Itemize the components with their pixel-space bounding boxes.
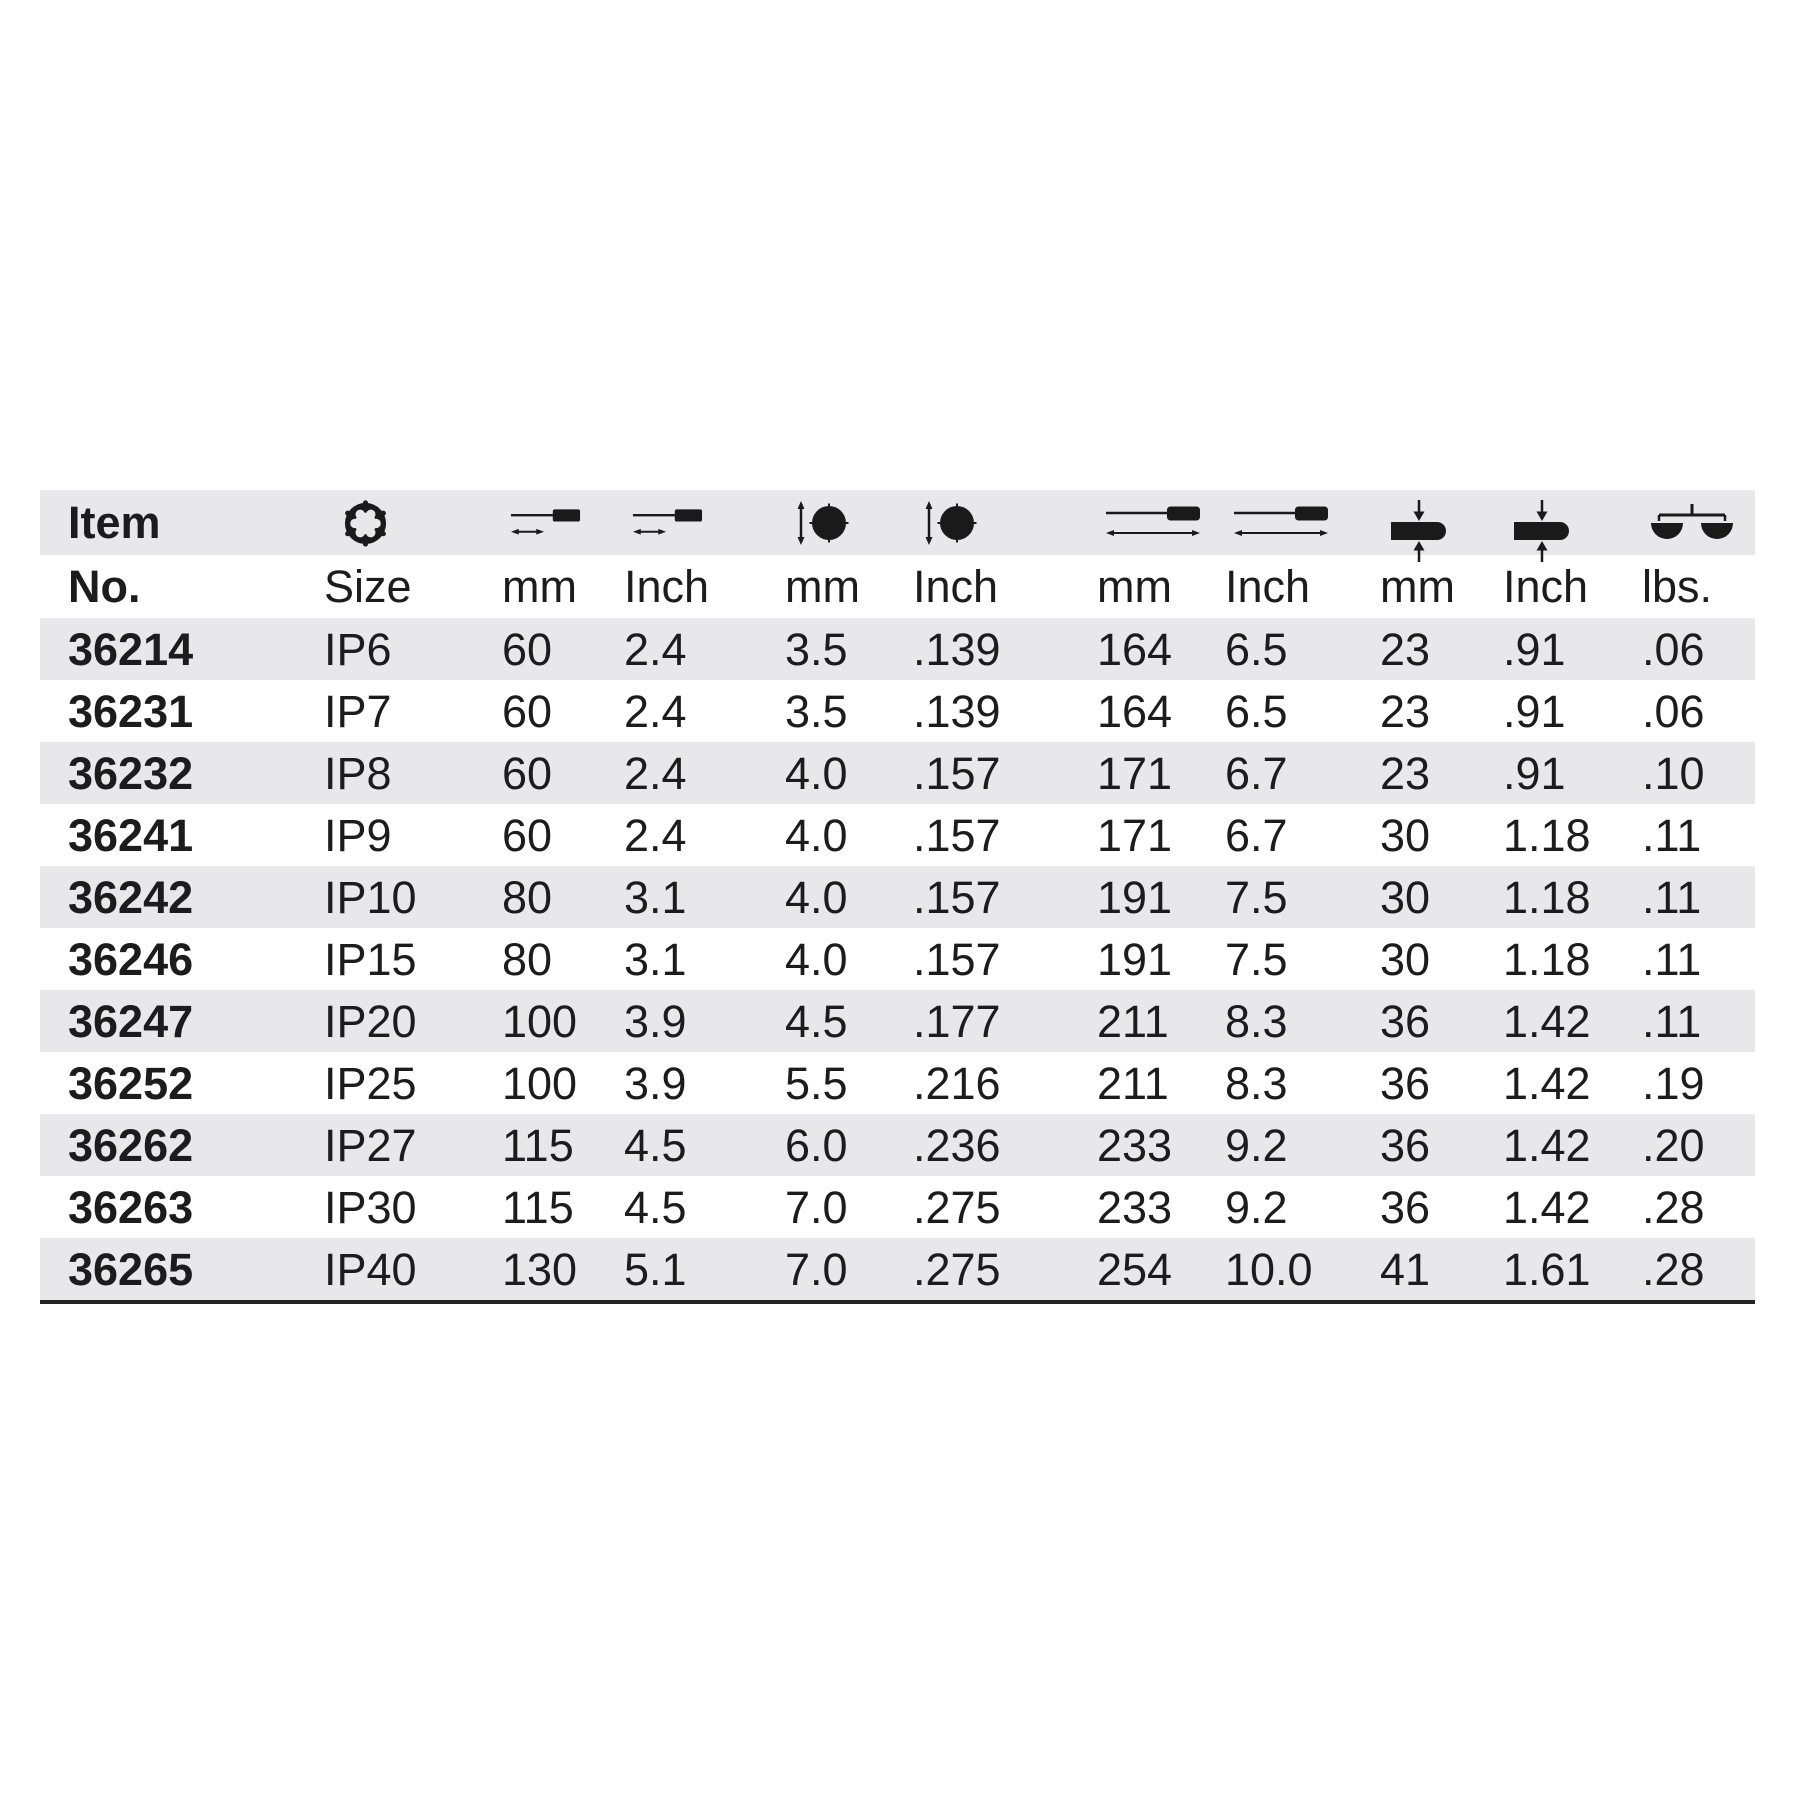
item-number-cell: 36247 [68, 995, 194, 1047]
value-cell: 1.42 [1503, 1057, 1591, 1109]
value-cell: 36 [1380, 1181, 1431, 1233]
value-cell: 7.5 [1225, 871, 1288, 923]
value-cell: .20 [1642, 1119, 1705, 1171]
value-cell: 115 [502, 1181, 574, 1233]
value-cell: 1.18 [1503, 871, 1591, 923]
value-cell: .11 [1642, 933, 1702, 985]
table-row [40, 618, 1755, 680]
item-number-cell: 36265 [68, 1243, 194, 1295]
column-header-no: No. [68, 561, 141, 612]
value-cell: 233 [1097, 1181, 1173, 1233]
value-cell: 9.2 [1225, 1119, 1288, 1171]
value-cell: 171 [1097, 747, 1173, 799]
value-cell: .10 [1642, 747, 1705, 799]
value-cell: 4.0 [785, 933, 848, 985]
value-cell: 115 [502, 1119, 574, 1171]
table-header-labels-row [40, 555, 1755, 618]
overall-length-inch-header-cell [1225, 505, 1380, 541]
table-row [40, 1114, 1755, 1176]
value-cell: .177 [913, 995, 1001, 1047]
value-cell: 6.5 [1225, 623, 1288, 675]
value-cell: 8.3 [1225, 1057, 1288, 1109]
value-cell: .91 [1503, 623, 1566, 675]
table-header-icons-row [40, 490, 1755, 555]
item-number-cell: 36232 [68, 747, 194, 799]
value-cell: 36 [1380, 995, 1431, 1047]
value-cell: 191 [1097, 933, 1173, 985]
value-cell: .139 [913, 623, 1001, 675]
value-cell: 4.0 [785, 747, 848, 799]
value-cell: 41 [1380, 1243, 1431, 1295]
value-cell: 30 [1380, 933, 1431, 985]
item-number-cell: 36262 [68, 1119, 194, 1171]
item-number-cell: 36214 [68, 623, 194, 675]
value-cell: IP20 [324, 995, 417, 1047]
column-header-inch-1: Inch [624, 561, 710, 612]
value-cell: IP25 [324, 1057, 417, 1109]
value-cell: 1.61 [1503, 1243, 1591, 1295]
value-cell: .91 [1503, 685, 1566, 737]
item-number-cell: 36252 [68, 1057, 194, 1109]
value-cell: 4.0 [785, 871, 848, 923]
overall-length-icon [1233, 505, 1329, 541]
value-cell: .157 [913, 871, 1001, 923]
column-header-mm-1: mm [502, 561, 577, 612]
handle-diameter-mm-header-cell [1380, 498, 1503, 548]
value-cell: 130 [502, 1243, 578, 1295]
value-cell: .275 [913, 1243, 1001, 1295]
torx-plus-icon [342, 496, 389, 549]
weight-header-cell [1642, 502, 1755, 544]
value-cell: 254 [1097, 1243, 1173, 1295]
value-cell: 5.5 [785, 1057, 848, 1109]
table-row [40, 680, 1755, 742]
column-header-size: Size [324, 561, 412, 612]
value-cell: 7.5 [1225, 933, 1288, 985]
value-cell: 2.4 [624, 685, 687, 737]
value-cell: .19 [1642, 1057, 1705, 1109]
item-header-label: Item [68, 497, 161, 548]
value-cell: .157 [913, 933, 1001, 985]
table-row [40, 990, 1755, 1052]
value-cell: IP7 [324, 685, 392, 737]
value-cell: 4.0 [785, 809, 848, 861]
value-cell: 23 [1380, 685, 1431, 737]
value-cell: 80 [502, 871, 553, 923]
value-cell: 36 [1380, 1119, 1431, 1171]
value-cell: IP6 [324, 623, 392, 675]
value-cell: 100 [502, 1057, 578, 1109]
value-cell: IP8 [324, 747, 392, 799]
value-cell: 164 [1097, 685, 1173, 737]
column-header-mm-4: mm [1380, 561, 1455, 612]
value-cell: 3.1 [624, 933, 687, 985]
value-cell: IP15 [324, 933, 417, 985]
value-cell: 1.42 [1503, 995, 1591, 1047]
handle-diameter-icon [1388, 498, 1450, 564]
value-cell: .28 [1642, 1243, 1705, 1295]
table-row [40, 1052, 1755, 1114]
value-cell: 100 [502, 995, 578, 1047]
value-cell: 6.7 [1225, 747, 1288, 799]
value-cell: 164 [1097, 623, 1173, 675]
value-cell: 211 [1097, 995, 1169, 1047]
value-cell: IP27 [324, 1119, 417, 1171]
item-number-cell: 36242 [68, 871, 194, 923]
column-header-mm-3: mm [1097, 561, 1172, 612]
column-header-inch-3: Inch [1225, 561, 1311, 612]
value-cell: 191 [1097, 871, 1173, 923]
value-cell: 2.4 [624, 809, 687, 861]
value-cell: 211 [1097, 1057, 1169, 1109]
blade-length-inch-header-cell [624, 506, 785, 540]
value-cell: 60 [502, 685, 553, 737]
spec-table [40, 490, 1755, 1304]
value-cell: 8.3 [1225, 995, 1288, 1047]
blade-diameter-icon [921, 500, 979, 546]
value-cell: .06 [1642, 623, 1705, 675]
blade-diameter-icon [793, 500, 851, 546]
value-cell: 30 [1380, 871, 1431, 923]
blade-length-mm-header-cell [502, 506, 624, 540]
blade-length-icon [632, 506, 704, 540]
value-cell: IP30 [324, 1181, 417, 1233]
value-cell: 10.0 [1225, 1243, 1313, 1295]
value-cell: .216 [913, 1057, 1001, 1109]
blade-diameter-mm-header-cell [785, 500, 913, 546]
value-cell: 9.2 [1225, 1181, 1288, 1233]
value-cell: 3.9 [624, 1057, 687, 1109]
column-header-lbs: lbs. [1642, 561, 1713, 612]
value-cell: .06 [1642, 685, 1705, 737]
value-cell: 7.0 [785, 1243, 848, 1295]
value-cell: .11 [1642, 809, 1702, 861]
column-header-inch-4: Inch [1503, 561, 1589, 612]
table-row [40, 1176, 1755, 1238]
value-cell: 60 [502, 809, 553, 861]
value-cell: 4.5 [624, 1119, 687, 1171]
value-cell: 4.5 [785, 995, 848, 1047]
value-cell: .236 [913, 1119, 1001, 1171]
value-cell: 233 [1097, 1119, 1173, 1171]
column-header-mm-2: mm [785, 561, 860, 612]
overall-length-mm-header-cell [1097, 505, 1225, 541]
value-cell: 60 [502, 747, 553, 799]
value-cell: 6.0 [785, 1119, 848, 1171]
value-cell: 3.5 [785, 685, 848, 737]
value-cell: 7.0 [785, 1181, 848, 1233]
value-cell: 30 [1380, 809, 1431, 861]
value-cell: 4.5 [624, 1181, 687, 1233]
table-body [40, 618, 1755, 1300]
table-row [40, 928, 1755, 990]
value-cell: 1.18 [1503, 933, 1591, 985]
value-cell: 171 [1097, 809, 1173, 861]
table-bottom-rule [40, 1300, 1755, 1304]
item-number-cell: 36231 [68, 685, 194, 737]
value-cell: 1.18 [1503, 809, 1591, 861]
value-cell: IP10 [324, 871, 417, 923]
value-cell: IP9 [324, 809, 392, 861]
weight-scale-icon [1650, 502, 1734, 544]
value-cell: .11 [1642, 871, 1702, 923]
value-cell: 2.4 [624, 623, 687, 675]
value-cell: .28 [1642, 1181, 1705, 1233]
value-cell: .157 [913, 747, 1001, 799]
handle-diameter-icon [1511, 498, 1573, 564]
value-cell: IP40 [324, 1243, 417, 1295]
value-cell: .11 [1642, 995, 1702, 1047]
value-cell: .157 [913, 809, 1001, 861]
value-cell: 80 [502, 933, 553, 985]
item-number-cell: 36246 [68, 933, 194, 985]
value-cell: 2.4 [624, 747, 687, 799]
value-cell: 36 [1380, 1057, 1431, 1109]
value-cell: 6.5 [1225, 685, 1288, 737]
value-cell: .275 [913, 1181, 1001, 1233]
blade-length-icon [510, 506, 582, 540]
value-cell: .139 [913, 685, 1001, 737]
value-cell: 60 [502, 623, 553, 675]
item-number-cell: 36241 [68, 809, 194, 861]
size-header-cell [324, 496, 502, 549]
value-cell: .91 [1503, 747, 1566, 799]
value-cell: 23 [1380, 623, 1431, 675]
value-cell: 5.1 [624, 1243, 687, 1295]
column-header-inch-2: Inch [913, 561, 999, 612]
value-cell: 6.7 [1225, 809, 1288, 861]
value-cell: 3.9 [624, 995, 687, 1047]
value-cell: 1.42 [1503, 1119, 1591, 1171]
table-row [40, 742, 1755, 804]
value-cell: 3.5 [785, 623, 848, 675]
blade-diameter-inch-header-cell [913, 500, 1097, 546]
value-cell: 3.1 [624, 871, 687, 923]
value-cell: 1.42 [1503, 1181, 1591, 1233]
table-row [40, 804, 1755, 866]
handle-diameter-inch-header-cell [1503, 498, 1642, 548]
value-cell: 23 [1380, 747, 1431, 799]
table-row [40, 866, 1755, 928]
item-number-cell: 36263 [68, 1181, 194, 1233]
table-row [40, 1238, 1755, 1300]
overall-length-icon [1105, 505, 1201, 541]
